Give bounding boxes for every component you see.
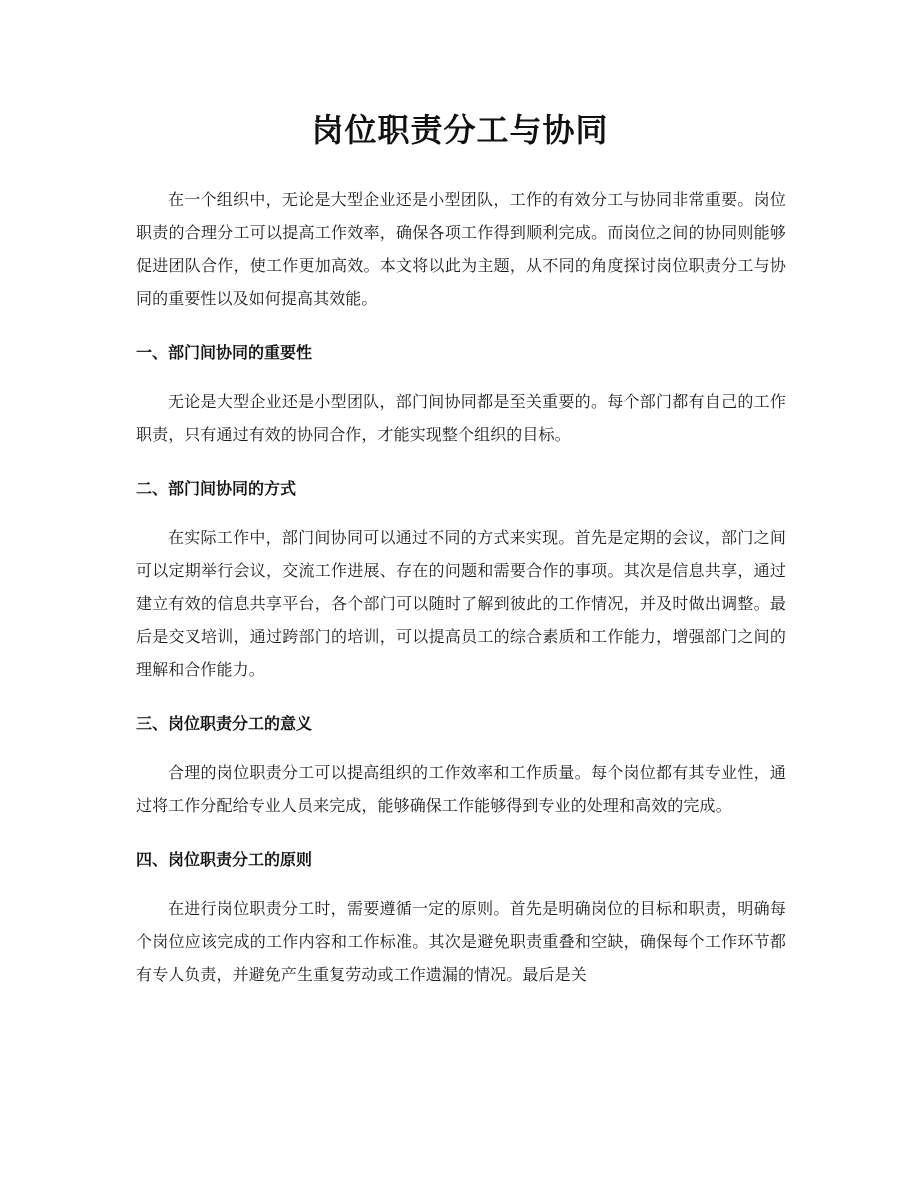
section-4-paragraph: 在进行岗位职责分工时，需要遵循一定的原则。首先是明确岗位的目标和职责，明确每个岗位应该完成的工作内容和工作标准。其次是避免职责重叠和空缺，确保每个工作环节都有专人负责，并避免产生重复劳动或工作遗漏的情况。最后是关 [136, 899, 786, 984]
section-3-paragraph: 合理的岗位职责分工可以提高组织的工作效率和工作质量。每个岗位都有其专业性，通过将工作分配给专业人员来完成，能够确保工作能够得到专业的处理和高效的完成。 [136, 763, 786, 815]
section-3-heading: 三、岗位职责分工的意义 [136, 714, 313, 733]
document-body [136, 183, 786, 991]
section-1-paragraph: 无论是大型企业还是小型团队，部门间协同都是至关重要的。每个部门都有自己的工作职责，只有通过有效的协同合作，才能实现整个组织的目标。 [136, 392, 786, 444]
section-2-paragraph: 在实际工作中，部门间协同可以通过不同的方式来实现。首先是定期的会议，部门之间可以定期举行会议，交流工作进展、存在的问题和需要合作的事项。其次是信息共享，通过建立有效的信息共享平台，各个部门可以随时了解到彼此的工作情况，并及时做出调整。最后是交叉培训，通过跨部门的培训，可以提高员工的综合素质和工作能力，增强部门之间的理解和合作能力。 [136, 528, 786, 679]
section-2-heading: 二、部门间协同的方式 [136, 479, 297, 498]
intro-paragraph: 在一个组织中，无论是大型企业还是小型团队，工作的有效分工与协同非常重要。岗位职责的合理分工可以提高工作效率，确保各项工作得到顺利完成。而岗位之间的协同则能够促进团队合作，使工作更加高效。本文将以此为主题，从不同的角度探讨岗位职责分工与协同的重要性以及如何提高其效能。 [136, 190, 786, 308]
document-title: 岗位职责分工与协同 [311, 111, 609, 149]
section-1-heading: 一、部门间协同的重要性 [136, 343, 313, 362]
section-4-heading: 四、岗位职责分工的原则 [136, 850, 313, 869]
